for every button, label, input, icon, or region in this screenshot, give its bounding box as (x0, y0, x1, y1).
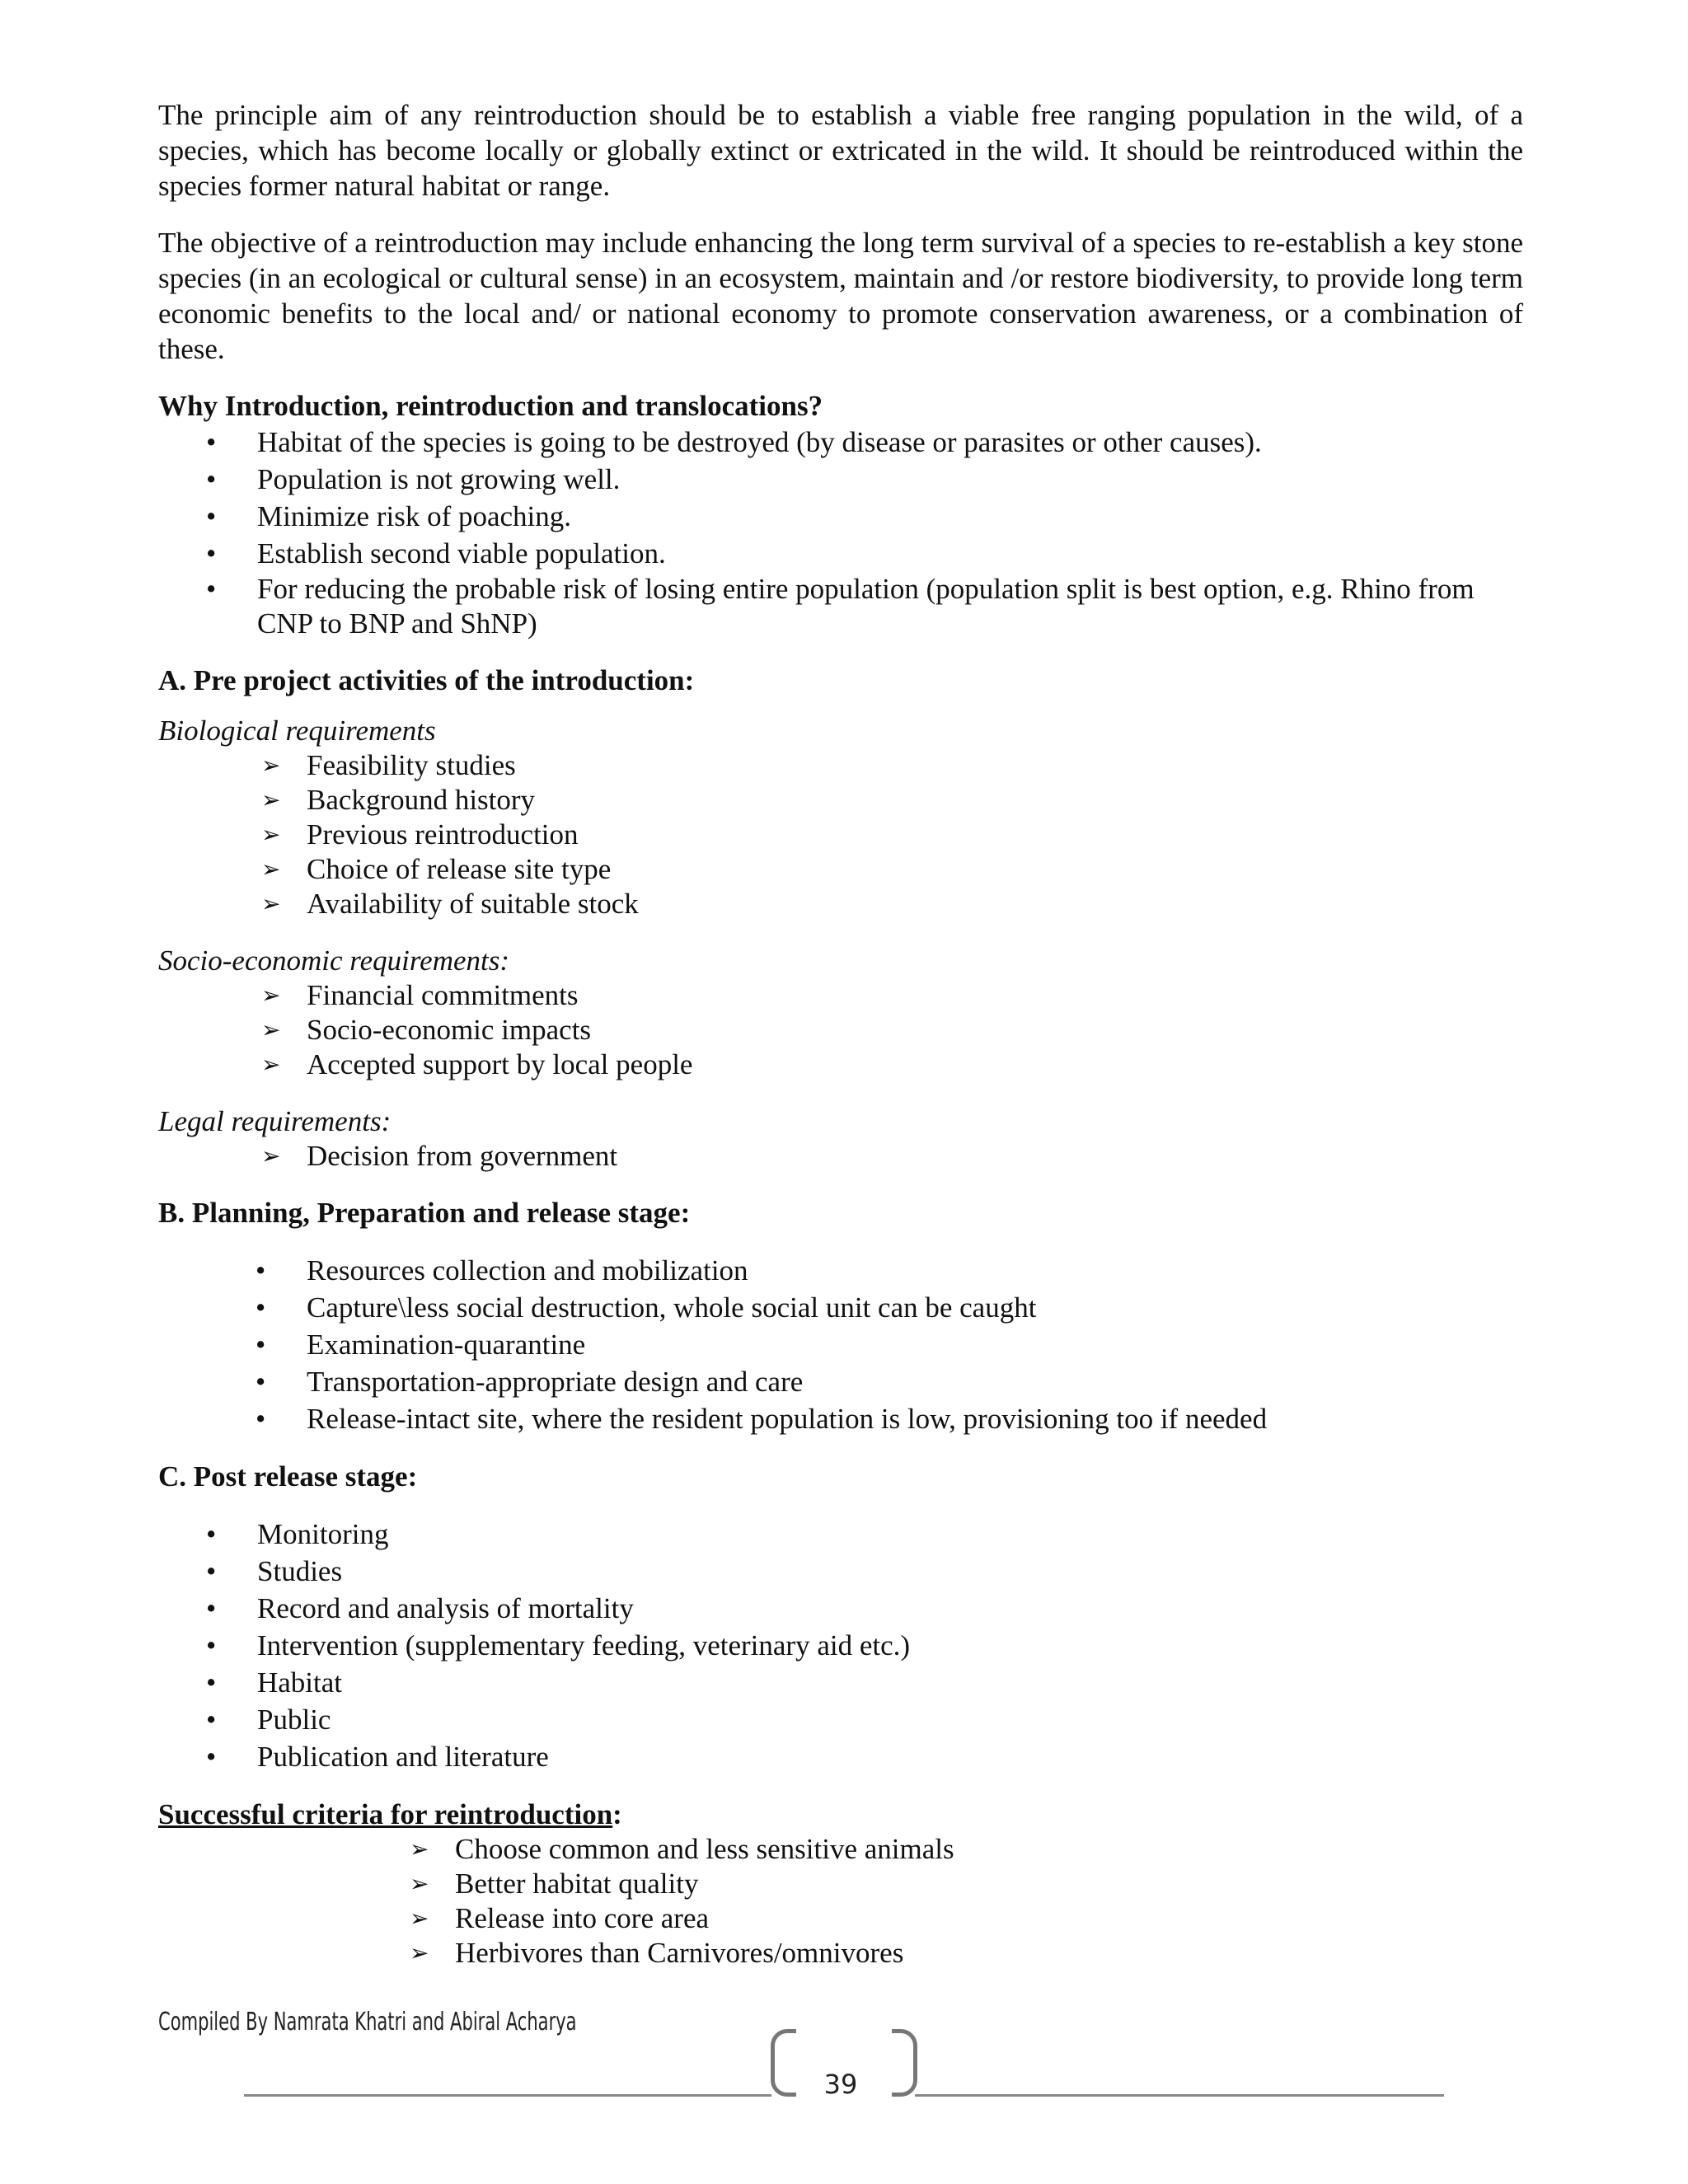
list-item: • Establish second viable population. (158, 535, 1523, 572)
arrow-bullet-icon: ➢ (261, 982, 281, 1009)
heading-section-a: A. Pre project activities of the introduction: (158, 664, 695, 696)
page-number: 39 (823, 2069, 858, 2100)
arrow-bullet-icon: ➢ (410, 1835, 429, 1863)
arrow-bullet-icon: ➢ (261, 1016, 281, 1043)
footer-rule-left (244, 2094, 771, 2097)
section-c-list (158, 1516, 1523, 1775)
why-list (158, 424, 1523, 641)
section-b-list (158, 1252, 1523, 1437)
biological-list (158, 748, 1523, 921)
footer-rule-right (915, 2094, 1444, 2097)
heading-why: Why Introduction, reintroduction and translocations? (158, 390, 823, 422)
arrow-bullet-icon: ➢ (261, 1142, 281, 1169)
paragraph-aim: The principle aim of any reintroduction should be to establish a viable free ranging population in the wild, of a species, which has become locally or globally extinct or extricated in the wild. It should be reintroduced within the species former natural habitat or range. (158, 99, 1523, 202)
subheading-biological: Biological requirements (158, 715, 436, 747)
socio-list (158, 978, 1523, 1082)
arrow-bullet-icon: ➢ (261, 786, 281, 813)
list-item: ➢ Accepted support by local people (261, 1048, 693, 1080)
heading-section-b: B. Planning, Preparation and release stage: (158, 1197, 691, 1229)
list-item: ➢ Better habitat quality (410, 1868, 699, 1900)
subheading-legal: Legal requirements: (158, 1105, 392, 1137)
legal-list (158, 1139, 1523, 1174)
list-item: • Release-intact site, where the resident population is low, provisioning too if needed (158, 1400, 1523, 1437)
document-page (158, 97, 1523, 1971)
heading-criteria: Successful criteria for reintroduction: (158, 1798, 622, 1830)
list-item: ➢ Choice of release site type (261, 853, 612, 885)
arrow-bullet-icon: ➢ (261, 1051, 281, 1078)
arrow-bullet-icon: ➢ (261, 855, 281, 883)
arrow-bullet-icon: ➢ (261, 890, 281, 917)
subheading-socio-economic: Socio-economic requirements: (158, 944, 510, 977)
arrow-bullet-icon: ➢ (261, 752, 281, 779)
heading-section-c: C. Post release stage: (158, 1460, 418, 1493)
list-item: • Habitat of the species is going to be destroyed (by disease or parasites or other causes). (158, 424, 1523, 461)
list-item: ➢ Availability of suitable stock (261, 888, 639, 920)
list-item: • Publication and literature (158, 1738, 1523, 1775)
list-item: ➢ Feasibility studies (261, 749, 516, 781)
list-item: • Studies (158, 1553, 1523, 1590)
list-item: ➢ Financial commitments (261, 979, 579, 1011)
paragraph-objective: The objective of a reintroduction may include enhancing the long term survival of a species to re-establish a key stone species (in an ecological or cultural sense) in an ecosystem, maintain and /or restore biodiversity, to provide long term economic benefits to the local and/ or national economy to promote conservation awareness, or a combination of these. (158, 227, 1523, 365)
list-item: • Intervention (supplementary feeding, veterinary aid etc.) (158, 1627, 1523, 1664)
list-item: • Examination-quarantine (158, 1326, 1523, 1363)
list-item: • Population is not growing well. (158, 461, 1523, 498)
list-item: • Minimize risk of poaching. (158, 498, 1523, 535)
list-item: ➢ Release into core area (410, 1902, 710, 1934)
list-item: • Record and analysis of mortality (158, 1590, 1523, 1627)
list-item: ➢ Previous reintroduction (261, 818, 579, 851)
arrow-bullet-icon: ➢ (261, 821, 281, 848)
list-item: • Monitoring (158, 1516, 1523, 1553)
list-item: • Habitat (158, 1664, 1523, 1701)
list-item: ➢ Choose common and less sensitive animals (410, 1833, 954, 1865)
list-item: • Resources collection and mobilization (158, 1252, 1523, 1289)
criteria-list (158, 1832, 1523, 1971)
arrow-bullet-icon: ➢ (410, 1939, 429, 1966)
right-bracket-icon (892, 2029, 917, 2097)
footer-compiled-by: Compiled By Namrata Khatri and Abiral Acharya (158, 2008, 577, 2036)
list-item: ➢ Socio-economic impacts (261, 1014, 592, 1046)
arrow-bullet-icon: ➢ (410, 1905, 429, 1932)
list-item: • Capture\less social destruction, whole social unit can be caught (158, 1289, 1523, 1326)
list-item: ➢ Decision from government (261, 1140, 618, 1172)
list-item: ➢ Herbivores than Carnivores/omnivores (410, 1937, 904, 1969)
list-item: • For reducing the probable risk of losing entire population (population split is best option, e.g. Rhino from CNP to BNP and ShNP) (158, 572, 1523, 641)
left-bracket-icon (771, 2029, 796, 2097)
list-item: • Transportation-appropriate design and care (158, 1363, 1523, 1400)
arrow-bullet-icon: ➢ (410, 1870, 429, 1897)
list-item: ➢ Background history (261, 784, 536, 816)
list-item: • Public (158, 1701, 1523, 1738)
